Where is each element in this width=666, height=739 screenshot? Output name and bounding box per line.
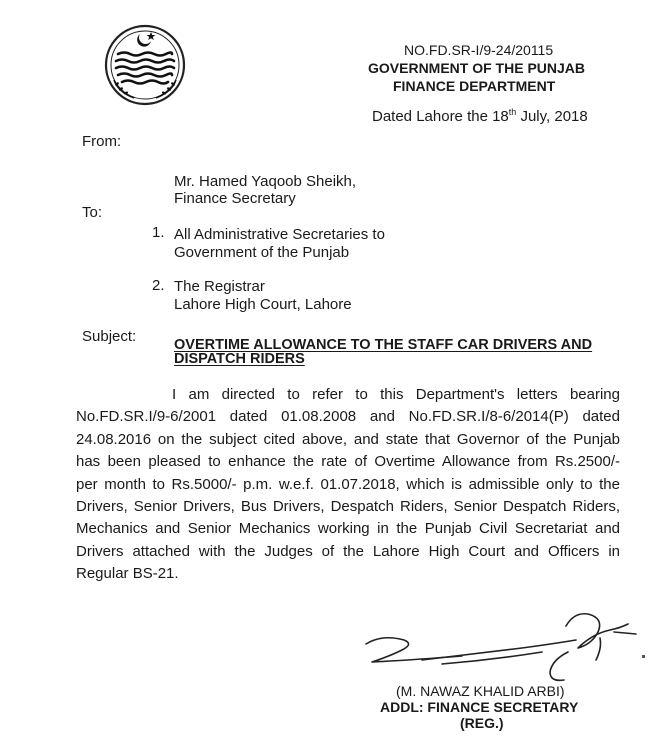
body-line: per month to Rs.5000/- p.m. w.e.f. 01.07.2018, which is admissible only to the bbox=[76, 475, 620, 493]
government-name: GOVERNMENT OF THE PUNJAB bbox=[368, 60, 586, 76]
signatory-name: (M. NAWAZ KHALID ARBI) bbox=[396, 683, 565, 699]
to-label: To: bbox=[82, 204, 103, 221]
subject-line-2: DISPATCH RIDERS bbox=[174, 351, 305, 367]
recipient-1-line-2: Government of the Punjab bbox=[174, 244, 350, 261]
punjab-emblem-logo bbox=[104, 24, 186, 106]
recipient-1-number: 1. bbox=[152, 224, 165, 241]
handwritten-signature bbox=[352, 604, 642, 686]
body-line: 24.08.2016 on the subject cited above, and state that Governor of the Punjab bbox=[76, 430, 620, 448]
sender-title: Finance Secretary bbox=[174, 190, 296, 207]
body-line: Drivers attached with the Judges of the Lahore High Court and Officers in bbox=[76, 542, 620, 560]
department-name: FINANCE DEPARTMENT bbox=[393, 78, 556, 94]
body-line: No.FD.SR.I/9-6/2001 dated 01.08.2008 and No.FD.SR.I/8-6/2014(P) dated bbox=[76, 408, 620, 426]
body-line: Drivers, Senior Drivers, Bus Drivers, Despatch Riders, Senior Despatch Riders, bbox=[76, 498, 620, 516]
sender-name: Mr. Hamed Yaqoob Sheikh, bbox=[174, 173, 357, 190]
letter-date bbox=[372, 108, 588, 126]
from-label: From: bbox=[82, 133, 122, 150]
recipient-1-line-1: All Administrative Secretaries to bbox=[174, 226, 385, 243]
subject-line-1: OVERTIME ALLOWANCE TO THE STAFF CAR DRIVERS AND bbox=[174, 337, 593, 353]
date-prefix: Dated Lahore the 18 bbox=[372, 108, 509, 125]
subject-label: Subject: bbox=[82, 328, 137, 345]
ink-speck bbox=[642, 655, 645, 658]
body-line: Regular BS-21. bbox=[76, 565, 179, 583]
letter-body bbox=[76, 384, 620, 586]
signatory-title: ADDL: FINANCE SECRETARY bbox=[380, 699, 579, 715]
date-ordinal: th bbox=[508, 107, 517, 117]
body-line: Mechanics and Senior Mechanics working in the Punjab Civil Secretariat and bbox=[76, 520, 620, 538]
reference-number: NO.FD.SR-I/9-24/20115 bbox=[404, 42, 554, 58]
signatory-reg: (REG.) bbox=[460, 715, 504, 731]
recipient-2-line-2: Lahore High Court, Lahore bbox=[174, 296, 352, 313]
recipient-2-number: 2. bbox=[152, 277, 165, 294]
date-suffix: July, 2018 bbox=[516, 108, 588, 125]
recipient-2-line-1: The Registrar bbox=[174, 278, 265, 295]
body-line: I am directed to refer to this Department's letters bearing bbox=[172, 386, 620, 403]
body-line: has been pleased to enhance the rate of Overtime Allowance from Rs.2500/- bbox=[76, 453, 620, 471]
